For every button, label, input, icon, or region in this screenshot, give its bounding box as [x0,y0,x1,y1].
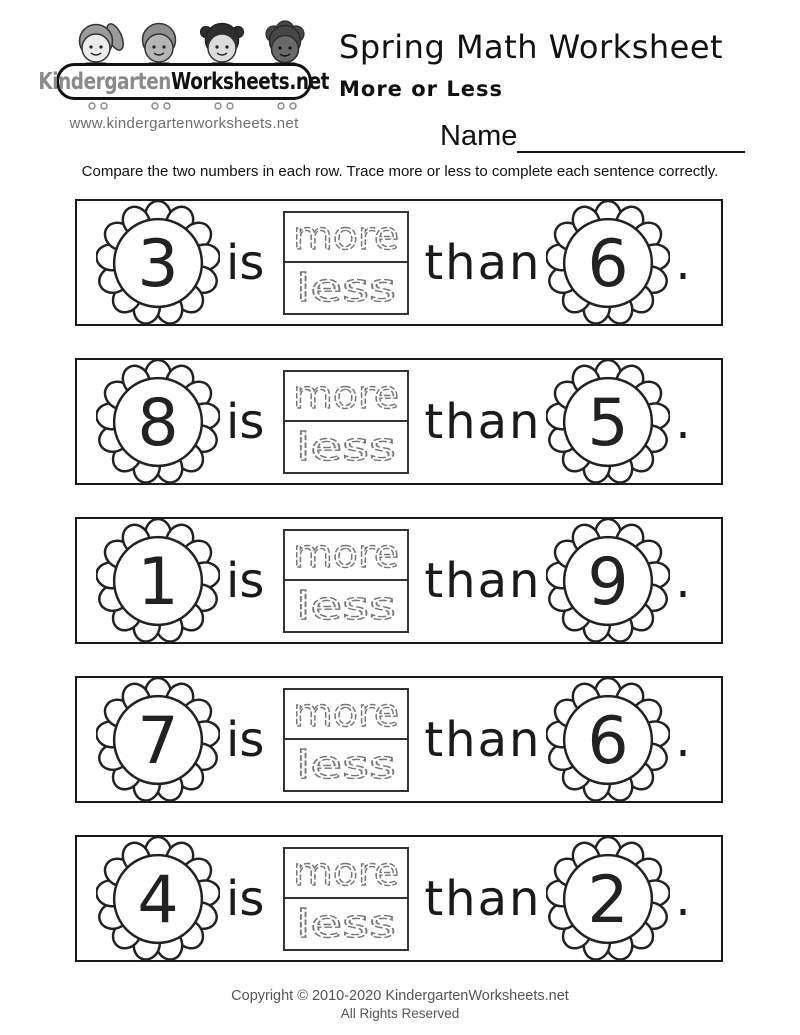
more-less-trace-box [283,370,409,474]
right-number: 2 [587,862,630,938]
page-footer [0,988,800,1021]
right-number: 6 [587,226,630,302]
word-is: is [226,552,265,609]
trace-word-less: less [296,424,397,469]
trace-less-cell[interactable] [285,740,407,790]
trace-word-more: more [293,213,400,258]
brand-worksheets-net: Worksheets.net [171,68,330,95]
more-less-trace-box [283,688,409,792]
worksheet-row [75,199,723,326]
worksheet-row [75,676,723,803]
trace-word-more: more [293,372,400,417]
logo-banner-text [39,69,330,95]
sentence-period: . [675,393,691,450]
trace-more-cell[interactable] [285,690,407,740]
name-blank-line[interactable] [517,121,745,153]
trace-less-cell[interactable] [285,581,407,631]
word-is: is [226,393,265,450]
trace-word-more: more [293,531,400,576]
rows-container [75,199,723,994]
website-url: www.kindergartenworksheets.net [69,115,299,132]
trace-more-cell[interactable] [285,372,407,422]
worksheet-row [75,517,723,644]
word-is: is [226,870,265,927]
worksheet-header [339,28,723,101]
trace-more-cell[interactable] [285,213,407,263]
trace-less-cell[interactable] [285,422,407,472]
sentence-period: . [675,870,691,927]
more-less-trace-box [283,529,409,633]
name-label: Name [440,120,518,152]
right-number: 6 [587,703,630,779]
flower-right [546,519,670,643]
logo-banner [38,63,330,100]
flower-left [96,519,220,643]
sentence-period: . [675,234,691,291]
page-subtitle: More or Less [339,77,503,101]
brand-kindergarten: Kindergarten [38,68,172,95]
more-less-trace-box [283,847,409,951]
flower-left [96,678,220,802]
word-is: is [226,234,265,291]
flower-right [546,360,670,484]
right-number: 9 [587,544,630,620]
left-number: 8 [137,385,179,461]
left-number: 7 [137,703,179,779]
trace-less-cell[interactable] [285,899,407,949]
copyright-text: Copyright © 2010-2020 KindergartenWorksheets.net [231,988,569,1004]
word-than: than [424,711,542,768]
flower-left [96,360,220,484]
word-than: than [424,552,542,609]
flower-right [546,678,670,802]
worksheet-row [75,358,723,485]
sentence-period: . [675,552,691,609]
worksheet-row [75,835,723,962]
trace-word-more: more [293,690,400,735]
sentence-period: . [675,711,691,768]
site-logo [38,10,330,132]
word-than: than [424,234,542,291]
page-title: Spring Math Worksheet [339,28,724,66]
left-number: 1 [137,544,179,620]
word-than: than [424,393,542,450]
trace-word-less: less [296,742,397,787]
more-less-trace-box [283,211,409,315]
right-number: 5 [587,385,630,461]
kids-feet-illustration [58,100,310,114]
trace-more-cell[interactable] [285,849,407,899]
flower-right [546,201,670,325]
trace-word-less: less [296,583,397,628]
trace-word-less: less [296,265,397,310]
flower-left [96,201,220,325]
trace-word-more: more [293,849,400,894]
flower-left [96,837,220,961]
word-than: than [424,870,542,927]
word-is: is [226,711,265,768]
flower-right [546,837,670,961]
trace-more-cell[interactable] [285,531,407,581]
trace-less-cell[interactable] [285,263,407,313]
instructions-text: Compare the two numbers in each row. Trace more or less to complete each sentence correctly. [81,163,719,180]
name-field [440,120,745,153]
left-number: 4 [137,862,179,938]
trace-word-less: less [296,901,397,946]
rights-text: All Rights Reserved [340,1006,460,1021]
left-number: 3 [137,226,179,302]
